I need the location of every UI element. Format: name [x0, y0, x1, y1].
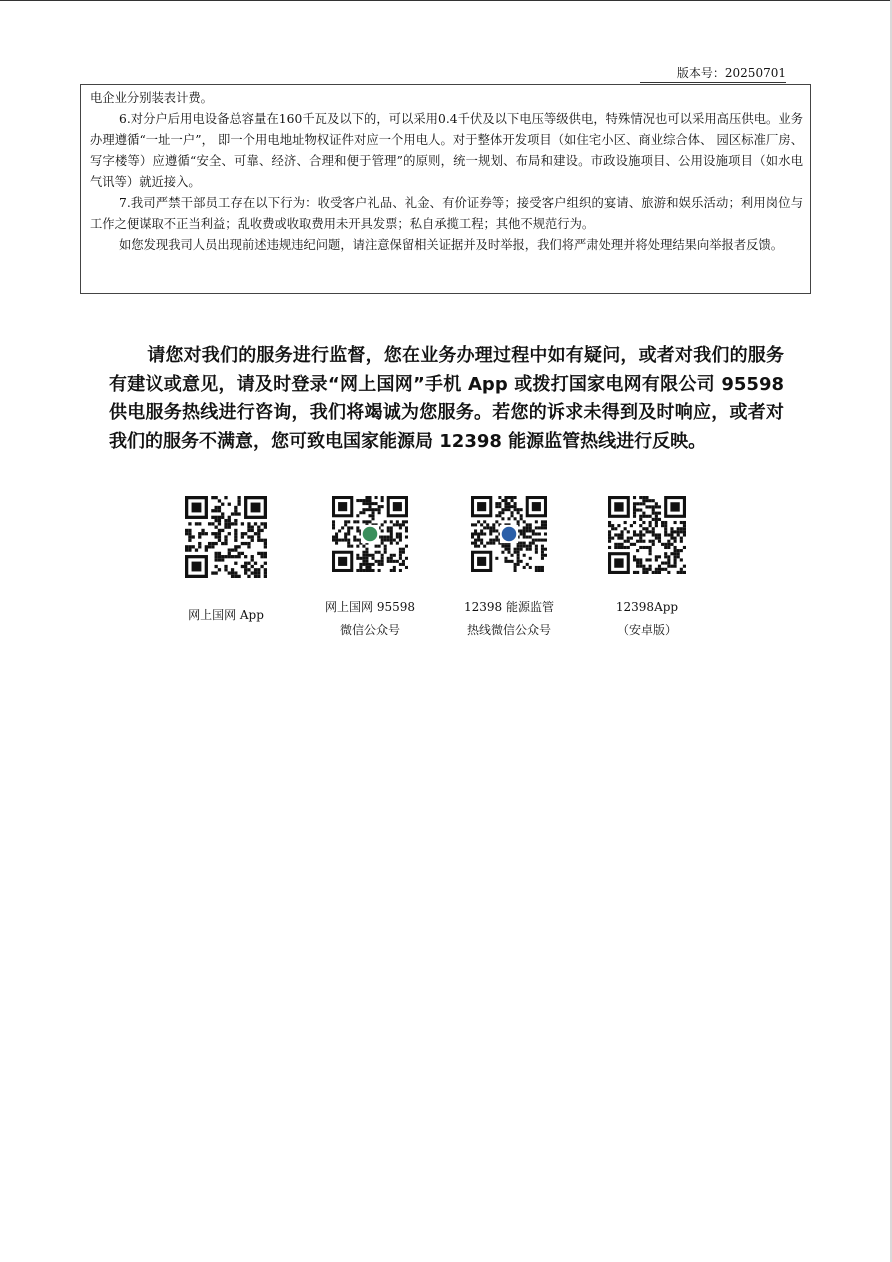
qr-caption-line1: 网上国网 95598: [325, 600, 415, 614]
qr-caption: [320, 596, 420, 642]
qr-caption-line1: 12398App: [615, 600, 679, 614]
qr-caption-line2: 微信公众号: [339, 623, 400, 637]
notice-paragraph-continuation: 电企业分别装表计费。: [90, 91, 213, 105]
qr-caption: [597, 596, 697, 642]
top-border-line: [0, 0, 892, 1]
supervision-statement: [109, 342, 784, 456]
qr-item-95598-wechat[interactable]: [320, 496, 420, 642]
notice-box: [80, 84, 811, 294]
qr-caption: [176, 604, 276, 627]
supervision-text: 请您对我们的服务进行监督，您在业务办理过程中如有疑问，或者对我们的服务有建议或意见，请及时登录“网上国网”手机 App 或拨打国家电网有限公司 95598 供电服务热线进行咨询，我们将竭诚为您服务。若您的诉求未得到及时响应，或者对我们的服务不满意，您可致电国家能源局 12398 能源监管热线进行反映。: [109, 345, 784, 452]
version-underline: [640, 82, 786, 83]
notice-item-6: 6.对分户后用电设备总容量在160千瓦及以下的，可以采用0.4千伏及以下电压等级供电，特殊情况也可以采用高压供电。业务办理遵循“一址一户”， 即一个用电地址物权证件对应一个用电人。对于整体开发项目（如住宅小区、商业综合体、 园区标准厂房、写字楼等）应遵循“安全、可靠、经济、合理和便于管理”的原则，统一规划、布局和建设。市政设施项目、公用设施项目（如水电气讯等）就近接入。: [90, 112, 803, 189]
qr-caption-line2: 热线微信公众号: [466, 623, 551, 637]
qr-item-12398-wechat[interactable]: [459, 496, 559, 642]
notice-report-instruction: 如您发现我司人员出现前述违规违纪问题，请注意保留相关证据并及时举报，我们将严肃处理并将处理结果向举报者反馈。: [119, 238, 784, 252]
qr-item-12398-android-app[interactable]: [597, 496, 697, 642]
qr-code-icon[interactable]: [471, 496, 547, 572]
qr-caption-line1: 网上国网 App: [188, 608, 264, 622]
qr-caption: [459, 596, 559, 642]
qr-code-icon[interactable]: [185, 496, 267, 578]
version-number: 版本号：20250701: [676, 66, 786, 80]
notice-item-7: 7.我司严禁干部员工存在以下行为：收受客户礼品、礼金、有价证券等；接受客户组织的宴请、旅游和娱乐活动；利用岗位与工作之便谋取不正当利益；乱收费或收取费用未开具发票；私自承揽工程；其他不规范行为。: [90, 196, 803, 231]
qr-code-row: [150, 496, 730, 656]
qr-logo-emblem: [502, 527, 517, 542]
qr-logo-emblem: [363, 527, 378, 542]
qr-caption-line1: 12398 能源监管: [464, 600, 554, 614]
qr-code-icon[interactable]: [332, 496, 408, 572]
qr-item-wangshangguowang-app[interactable]: [176, 496, 276, 627]
qr-caption-line2: （安卓版）: [616, 623, 677, 637]
qr-code-icon[interactable]: [608, 496, 686, 574]
